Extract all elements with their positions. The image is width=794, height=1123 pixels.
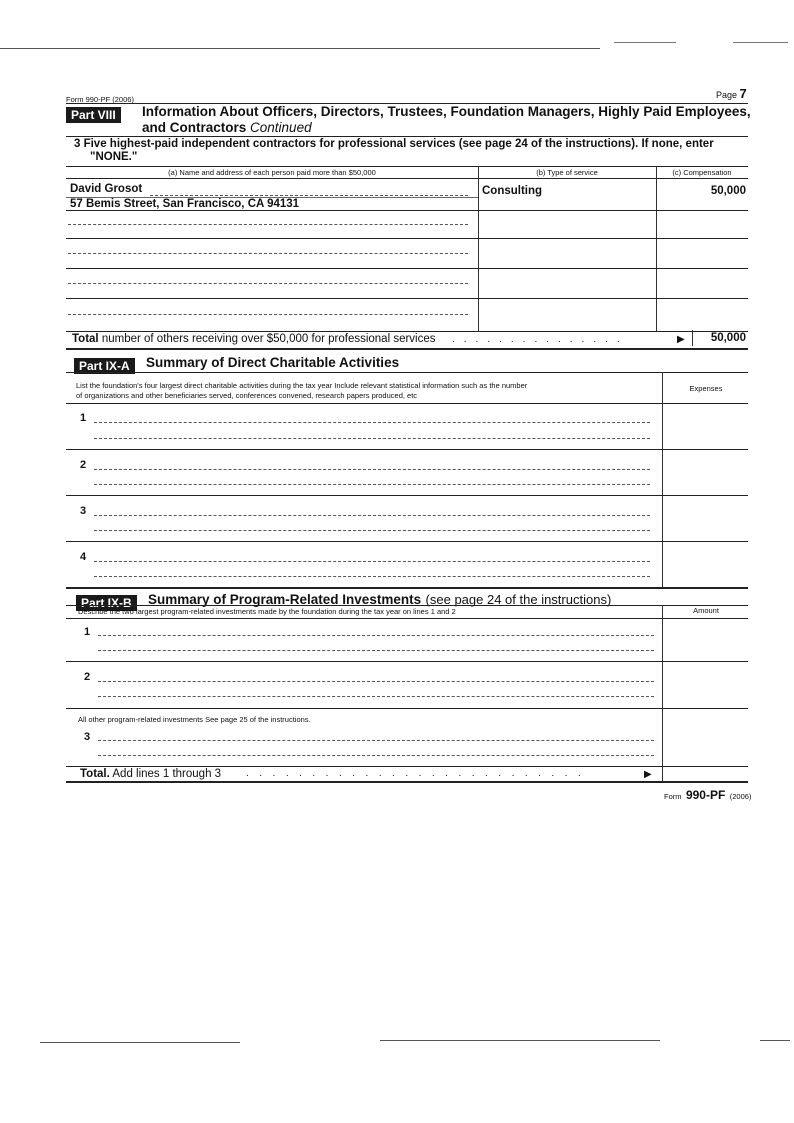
- col-divider: [478, 166, 479, 332]
- scan-edge-line: [760, 1040, 790, 1041]
- contractor-compensation: 50,000: [710, 185, 746, 197]
- dotted-leader: [98, 740, 654, 741]
- scan-edge-line: [733, 42, 788, 43]
- col-divider: [662, 372, 663, 587]
- dotted-leader: [68, 283, 468, 284]
- ixb-line-number: 1: [84, 626, 91, 638]
- rule: [66, 618, 748, 619]
- part-viii-badge: Part VIII: [66, 107, 121, 123]
- rule: [66, 403, 748, 404]
- rule: [66, 166, 748, 167]
- box-divider: [692, 330, 693, 346]
- col-a-header: (a) Name and address of each person paid more than $50,000: [168, 168, 376, 177]
- rule: [66, 605, 748, 606]
- part-ixb-title-text: Summary of Program-Related Investments: [148, 592, 422, 607]
- part-viii-title-italic: Continued: [250, 120, 312, 135]
- rule: [66, 541, 748, 542]
- dotted-leader: [68, 314, 468, 315]
- part-viii-title-line2: [142, 120, 312, 135]
- part-ixa-title: Summary of Direct Charitable Activities: [146, 355, 400, 370]
- page-indicator: [716, 86, 747, 101]
- rule: [66, 210, 748, 211]
- ixa-line-number: 2: [80, 459, 87, 471]
- dotted-leader: [98, 681, 654, 682]
- arrow-icon: ▶: [677, 334, 685, 345]
- ixb-total-bold: Total.: [80, 768, 110, 780]
- ixb-total-text: Add lines 1 through 3: [112, 768, 222, 780]
- rule: [66, 449, 748, 450]
- part-ixa-badge: Part IX-A: [74, 358, 135, 374]
- rule: [66, 781, 748, 783]
- ixa-instructions-1: List the foundation's four largest direct charitable activities during the tax year Include relevant statistical information such as the number: [76, 381, 528, 390]
- page-label: Page: [716, 90, 738, 100]
- col-c-header: (c) Compensation: [672, 168, 732, 177]
- rule: [66, 766, 748, 767]
- form-id: Form 990-PF (2006): [66, 95, 134, 104]
- total-label-text: number of others receiving over $50,000 for professional services: [101, 333, 436, 345]
- footer-form-year: (2006): [729, 792, 752, 801]
- scan-edge-line: [0, 48, 600, 49]
- scan-edge-line: [380, 1040, 660, 1041]
- dotted-leader: [94, 469, 650, 470]
- section-3-title: 3 Five highest-paid independent contractors for professional services (see page 24 of the instructions). If none, enter: [74, 138, 714, 150]
- footer-form-label: Form: [664, 792, 682, 801]
- rule: [66, 298, 748, 299]
- dot-leader: ..........................: [246, 768, 592, 779]
- dotted-leader: [150, 195, 468, 196]
- dotted-leader: [68, 224, 468, 225]
- dotted-leader: [94, 422, 650, 423]
- rule: [66, 708, 748, 709]
- dotted-leader: [68, 253, 468, 254]
- ixb-line-number: 3: [84, 731, 91, 743]
- dotted-leader: [98, 755, 654, 756]
- rule: [66, 178, 748, 179]
- rule: [66, 331, 748, 332]
- part-viii-title: Information About Officers, Directors, Trustees, Foundation Managers, Highly Paid Employees,: [142, 104, 751, 119]
- scan-edge-line: [40, 1042, 240, 1043]
- dotted-leader: [94, 561, 650, 562]
- part-viii-header: [66, 106, 121, 124]
- scan-edge-line: [614, 42, 676, 43]
- dotted-leader: [94, 576, 650, 577]
- rule: [66, 495, 748, 496]
- dotted-leader: [98, 635, 654, 636]
- dotted-leader: [98, 696, 654, 697]
- rule: [66, 372, 748, 373]
- dot-leader: ...............: [452, 334, 629, 345]
- col-divider: [662, 605, 663, 781]
- form-footer: [664, 786, 751, 804]
- rule: [66, 136, 748, 137]
- part-viii-title-bold: and Contractors: [142, 120, 247, 135]
- ixa-line-number: 3: [80, 505, 87, 517]
- total-label-bold: Total: [72, 333, 99, 345]
- footer-form-number: 990-PF: [685, 788, 726, 802]
- ixa-line-number: 4: [80, 551, 87, 563]
- contractor-service: Consulting: [482, 185, 543, 197]
- col-b-header: (b) Type of service: [536, 168, 598, 177]
- ixa-instructions-2: of organizations and other beneficiaries served, conferences convened, research papers produced, etc: [76, 391, 418, 400]
- page-number: 7: [739, 86, 747, 101]
- dotted-leader: [98, 650, 654, 651]
- ixb-describe: Describe the two largest program-related investments made by the foundation during the tax year on lines 1 and 2: [78, 607, 456, 616]
- total-others-value: 50,000: [710, 332, 746, 344]
- total-others-label: [72, 333, 436, 345]
- section-3-none: "NONE.": [90, 151, 138, 163]
- rule: [66, 587, 748, 589]
- ixb-line-number: 2: [84, 671, 91, 683]
- ixb-total-label: [80, 768, 221, 780]
- dotted-leader: [94, 515, 650, 516]
- part-ixb-badge: Part IX-B: [76, 595, 137, 611]
- contractor-address: 57 Bemis Street, San Francisco, CA 94131: [70, 198, 300, 210]
- rule: [66, 238, 748, 239]
- part-ixb-title-note: (see page 24 of the instructions): [425, 592, 612, 607]
- dotted-leader: [94, 438, 650, 439]
- rule: [66, 661, 748, 662]
- expenses-header: Expenses: [689, 384, 723, 393]
- dotted-leader: [94, 484, 650, 485]
- arrow-icon: ▶: [644, 769, 652, 780]
- amount-header: Amount: [693, 606, 719, 615]
- ixb-all-other: All other program-related investments See page 25 of the instructions.: [78, 715, 311, 724]
- dotted-leader: [94, 530, 650, 531]
- ixa-line-number: 1: [80, 412, 87, 424]
- contractor-name: David Grosot: [70, 183, 143, 195]
- rule: [66, 348, 748, 350]
- rule: [66, 268, 748, 269]
